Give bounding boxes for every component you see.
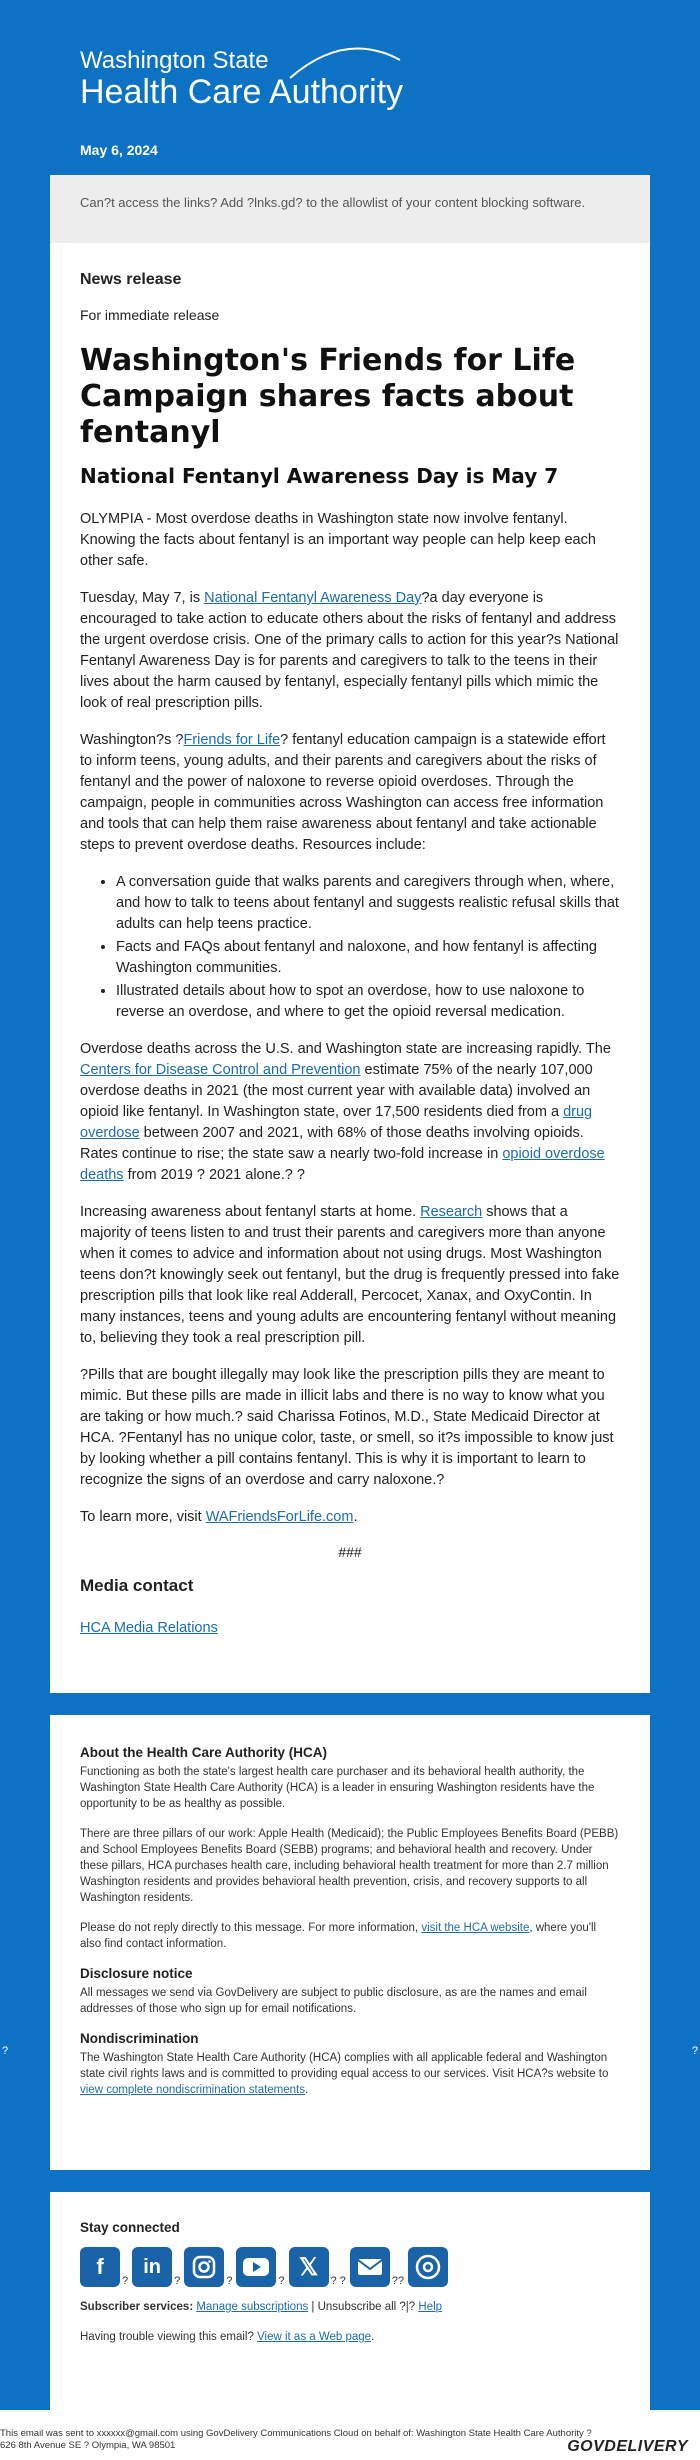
text: Washington?s ?: [80, 732, 184, 748]
logo-line-2: Health Care Authority: [80, 73, 404, 111]
facebook-icon[interactable]: f: [80, 2247, 120, 2287]
about-heading: About the Health Care Authority (HCA): [80, 1745, 327, 1760]
paragraph-6: ?Pills that are bought illegally may look like the prescription pills they are meant to mimic. But these pills are made in illicit labs and there is no way to know what you are taking or how much.? said Charissa Fotinos, M.D., State Medicaid Director at HCA. ?Fentanyl has no unique color, taste, or smell, so it?s impossible to know just by looking whether a pill contains fentanyl. This is why it is important to learn to recognize the signs of an overdose and carry naloxone.?: [80, 1367, 614, 1488]
hca-website-link[interactable]: visit the HCA website: [421, 1922, 530, 1934]
subscriber-label: Subscriber services:: [80, 2301, 197, 2313]
about-paragraph-3: [80, 1920, 620, 1952]
paragraph-1: OLYMPIA - Most overdose deaths in Washington state now involve fentanyl. Knowing the facts about fentanyl is an important way people can help keep each other safe.: [80, 511, 596, 569]
text: Please do not reply directly to this message. For more information,: [80, 1922, 422, 1934]
separator: ?: [122, 2275, 129, 2287]
govdelivery-logo[interactable]: GOVDELIVERY: [567, 2438, 688, 2455]
text: Tuesday, May 7, is: [80, 590, 205, 606]
logo-line-1: Washington State: [80, 47, 269, 74]
list-item: • A conversation guide that walks parents and caregivers through when, where, and how to talk to teens about fentanyl and suggests realistic refusal skills that adults can help teens practice.: [116, 872, 620, 935]
text: To learn more, visit: [80, 1509, 206, 1525]
content-blocking-notice: [50, 175, 650, 243]
web-page-link[interactable]: View it as a Web page: [257, 2331, 372, 2343]
text: Having trouble viewing this email?: [80, 2331, 258, 2343]
about-paragraph-1: Functioning as both the state's largest health care purchaser and its behavioral health authority, the Washington State Health Care Authority (HCA) is a leader in ensuring Washington residents have the opportunity to be as healthy as possible.: [80, 1766, 595, 1810]
stay-connected-heading: Stay connected: [80, 2220, 180, 2235]
text: .: [305, 2084, 309, 2096]
disclosure-heading: Disclosure notice: [80, 1966, 193, 1981]
side-marker: ?: [691, 2045, 698, 2057]
text: shows that a majority of teens listen to and trust their parents and caregivers more than anyone when it comes to advice and information about not using drugs. Most Washington teens don?t knowingly seek out fentanyl, but the drug is frequently pressed into fake prescription pills that look like real Adderall, Percocet, Xanax, and OxyContin. In many instances, teens and young adults are encountering fentanyl without meaning to, believing they took a real prescription pill.: [80, 1204, 620, 1346]
media-relations-link[interactable]: HCA Media Relations: [80, 1620, 218, 1636]
logo-arc-icon: [285, 40, 405, 80]
help-link[interactable]: Help: [418, 2301, 443, 2313]
trouble-viewing: [80, 2329, 620, 2345]
stay-connected-card: [50, 2192, 650, 2410]
email-icon[interactable]: [350, 2247, 390, 2287]
opioid-deaths-link[interactable]: opioid overdose deaths: [80, 1146, 605, 1183]
about-card: [50, 1715, 650, 2170]
instagram-icon[interactable]: [184, 2247, 224, 2287]
text: The Washington State Health Care Authority (HCA) complies with all applicable federal and Washington state civil rights laws and is committed to providing equal access to our services. Visit HCA?s website to: [80, 2052, 609, 2080]
separator: ? ?: [330, 2275, 346, 2287]
research-link[interactable]: Research: [420, 1204, 483, 1220]
blog-icon[interactable]: [408, 2247, 448, 2287]
list-item: • Facts and FAQs about fentanyl and naloxone, and how fentanyl is affecting Washington communities.: [116, 937, 620, 979]
end-marker: ###: [338, 1544, 362, 1560]
separator: ?: [174, 2275, 181, 2287]
text: .: [353, 1509, 358, 1525]
paragraph-2: [80, 588, 620, 714]
subscriber-services: [80, 2299, 620, 2315]
drug-overdose-link[interactable]: drug overdose: [80, 1104, 593, 1141]
disclosure-text: All messages we send via GovDelivery are subject to public disclosure, as are the names and email addresses of those who sign up for email notifications.: [80, 1987, 587, 2015]
wafriendsforlife-link[interactable]: WAFriendsForLife.com: [205, 1509, 354, 1525]
nondiscrimination-link[interactable]: view complete nondiscrimination statements: [80, 2084, 305, 2096]
text: from 2019 ? 2021 alone.? ?: [123, 1167, 305, 1183]
blog-glyph-icon: [415, 2254, 441, 2280]
email-header: [0, 0, 700, 175]
paragraph-3: [80, 730, 620, 856]
text: , where you'll also find contact information.: [80, 1922, 597, 1950]
text: .: [371, 2331, 375, 2343]
separator: ?: [226, 2275, 233, 2287]
awareness-day-link[interactable]: National Fentanyl Awareness Day: [204, 590, 422, 606]
social-icons: [80, 2247, 620, 2287]
linkedin-icon[interactable]: in: [132, 2247, 172, 2287]
text: Increasing awareness about fentanyl starts at home.: [80, 1204, 421, 1220]
notice-text: Can?t access the links? Add ?lnks.gd? to the allowlist of your content blocking software.: [80, 195, 586, 210]
hca-logo[interactable]: [80, 48, 403, 110]
footer-text: This email was sent to xxxxxx@gmail.com using GovDelivery Communications Cloud on behalf of: Washington State Health Care Authority ? 626 8th Avenue SE ? Olympia, WA 98501: [0, 2428, 592, 2451]
paragraph-7: [80, 1507, 620, 1528]
email-date: May 6, 2024: [80, 142, 158, 158]
separator: ?: [278, 2275, 285, 2287]
paragraph-4: [80, 1039, 620, 1186]
release-label: News release: [80, 271, 182, 288]
envelope-glyph-icon: [357, 2258, 383, 2276]
text: ? fentanyl education campaign is a statewide effort to inform teens, young adults, and their parents and caregivers about the risks of fentanyl and the power of naloxone to reverse opioid overdoses. Through the campaign, people in communities across Washington can access free information and tools that can help them raise awareness about fentanyl and take actionable steps to prevent overdose deaths. Resources include:: [80, 732, 606, 853]
paragraph-5: [80, 1202, 620, 1349]
release-title: Washington's Friends for Life Campaign shares facts about fentanyl: [80, 343, 576, 450]
news-release-card: [50, 243, 650, 1693]
release-subtitle: National Fentanyl Awareness Day is May 7: [80, 464, 559, 488]
footer: [0, 2410, 700, 2460]
media-contact-heading: Media contact: [80, 1576, 194, 1595]
nondiscrimination-heading: Nondiscrimination: [80, 2031, 199, 2046]
text: | Unsubscribe all ?|?: [308, 2301, 419, 2313]
text: ?a day everyone is encouraged to take action to educate others about the risks of fentanyl and address the urgent overdose crisis. One of the primary calls to action for this year?s National Fentanyl Awareness Day is for parents and caregivers to talk to the teens in their lives about the harm caused by fentanyl, especially fentanyl pills which mimic the look of real prescription pills.: [80, 590, 619, 711]
cdc-link[interactable]: Centers for Disease Control and Prevention: [80, 1062, 361, 1078]
x-icon[interactable]: 𝕏: [289, 2247, 329, 2287]
youtube-icon[interactable]: [236, 2247, 276, 2287]
text: between 2007 and 2021, with 68% of those deaths involving opioids. Rates continue to rise; the state saw a nearly two-fold increase in: [80, 1125, 584, 1162]
media-contact: [80, 1618, 620, 1639]
separator: ??: [391, 2275, 405, 2287]
friends-for-life-link[interactable]: Friends for Life: [183, 732, 281, 748]
about-paragraph-2: There are three pillars of our work: Apple Health (Medicaid); the Public Employees Benefits Board (PEBB) and School Employees Benefits Board (SEBB) programs; and behavioral health and recovery. Under these pillars, HCA purchases health care, including behavioral health treatment for more than 2.7 million Washington residents and provides behavioral health prevention, crisis, and recovery supports to all Washington residents.: [80, 1828, 619, 1904]
side-marker: ?: [2, 2045, 9, 2057]
text: Overdose deaths across the U.S. and Washington state are increasing rapidly. The: [80, 1041, 611, 1057]
instagram-glyph-icon: [192, 2255, 216, 2279]
nondiscrimination-text: [80, 2050, 620, 2098]
manage-subscriptions-link[interactable]: Manage subscriptions: [196, 2301, 309, 2313]
youtube-glyph-icon: [242, 2257, 270, 2277]
resources-list: [80, 872, 620, 1023]
release-sub: For immediate release: [80, 307, 220, 323]
text: estimate 75% of the nearly 107,000 overdose deaths in 2021 (the most current year with available data) involved an opioid like fentanyl. In Washington state, over 17,500 residents died from a: [80, 1062, 593, 1120]
list-item: • Illustrated details about how to spot an overdose, how to use naloxone to reverse an overdose, and where to get the opioid reversal medication.: [116, 981, 620, 1023]
